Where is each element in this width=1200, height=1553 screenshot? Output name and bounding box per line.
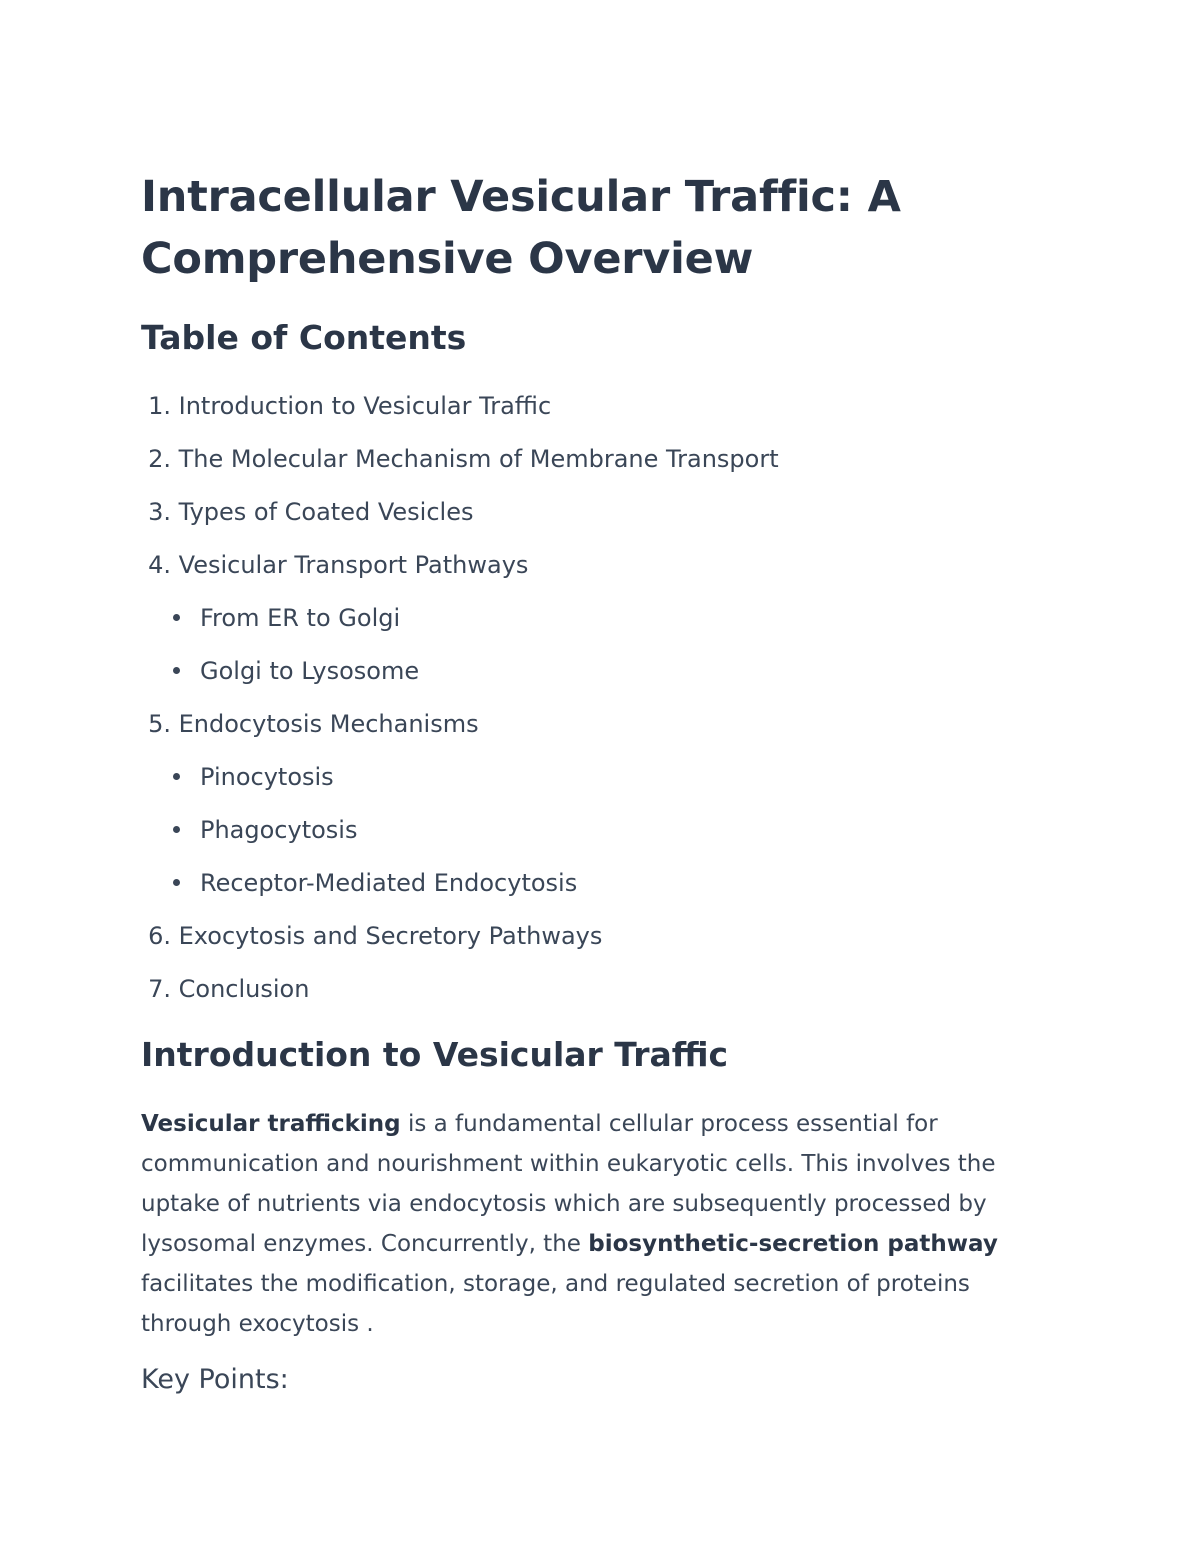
toc-subitem-label: Receptor-Mediated Endocytosis: [200, 869, 578, 897]
toc-item-6: [141, 913, 1041, 966]
toc-heading: Table of Contents: [141, 318, 467, 357]
toc-item-4: [141, 542, 1041, 595]
bullet-icon: [173, 879, 180, 886]
toc-item-label: Vesicular Transport Pathways: [178, 551, 529, 579]
bullet-icon: [173, 826, 180, 833]
section-heading-introduction: Introduction to Vesicular Traffic: [141, 1035, 729, 1074]
toc-subitem-label: Pinocytosis: [200, 763, 334, 791]
toc-subitem-label: Phagocytosis: [200, 816, 358, 844]
toc-item-5: [141, 701, 1041, 754]
toc-subitem-phagocytosis: [141, 807, 1041, 860]
paragraph-text: facilitates the modification, storage, and regulated secretion of proteins through exocytosis .: [141, 1271, 970, 1337]
toc-subitem-golgi-to-lysosome: [141, 648, 1041, 701]
toc-item-label: Types of Coated Vesicles: [178, 498, 474, 526]
toc-item-1: [141, 383, 1041, 436]
toc-subitem-label: Golgi to Lysosome: [200, 657, 420, 685]
toc-item-label: Conclusion: [178, 975, 310, 1003]
table-of-contents: [141, 383, 1041, 1019]
bullet-icon: [173, 667, 180, 674]
intro-paragraph: [141, 1104, 1056, 1344]
toc-item-7: [141, 966, 1041, 1019]
toc-item-number: 2.: [148, 445, 171, 473]
toc-item-number: 6.: [148, 922, 171, 950]
toc-item-3: [141, 489, 1041, 542]
toc-subitem-er-to-golgi: [141, 595, 1041, 648]
toc-subitem-pinocytosis: [141, 754, 1041, 807]
toc-item-label: Introduction to Vesicular Traffic: [178, 392, 552, 420]
paragraph-text: is a fundamental cellular process essential for communication and nourishment within eukaryotic cells. This involves the uptake of nutrients via endocytosis which are subsequently processed by lysosomal enzymes. Concurrently, the: [141, 1111, 996, 1257]
toc-subitem-receptor-mediated: [141, 860, 1041, 913]
toc-item-number: 4.: [148, 551, 171, 579]
key-points-heading: Key Points:: [141, 1364, 289, 1395]
toc-item-label: Endocytosis Mechanisms: [178, 710, 479, 738]
toc-subitem-label: From ER to Golgi: [200, 604, 401, 632]
toc-item-label: Exocytosis and Secretory Pathways: [178, 922, 603, 950]
toc-item-label: The Molecular Mechanism of Membrane Transport: [178, 445, 779, 473]
toc-item-number: 5.: [148, 710, 171, 738]
bullet-icon: [173, 773, 180, 780]
bold-term-vesicular-trafficking: Vesicular trafficking: [141, 1111, 401, 1137]
document-title: Intracellular Vesicular Traffic: A Comprehensive Overview: [141, 172, 901, 284]
bullet-icon: [173, 614, 180, 621]
toc-item-number: 7.: [148, 975, 171, 1003]
toc-item-number: 1.: [148, 392, 171, 420]
toc-item-2: [141, 436, 1041, 489]
bold-term-biosynthetic-secretion: biosynthetic-secretion pathway: [588, 1231, 998, 1257]
toc-item-number: 3.: [148, 498, 171, 526]
